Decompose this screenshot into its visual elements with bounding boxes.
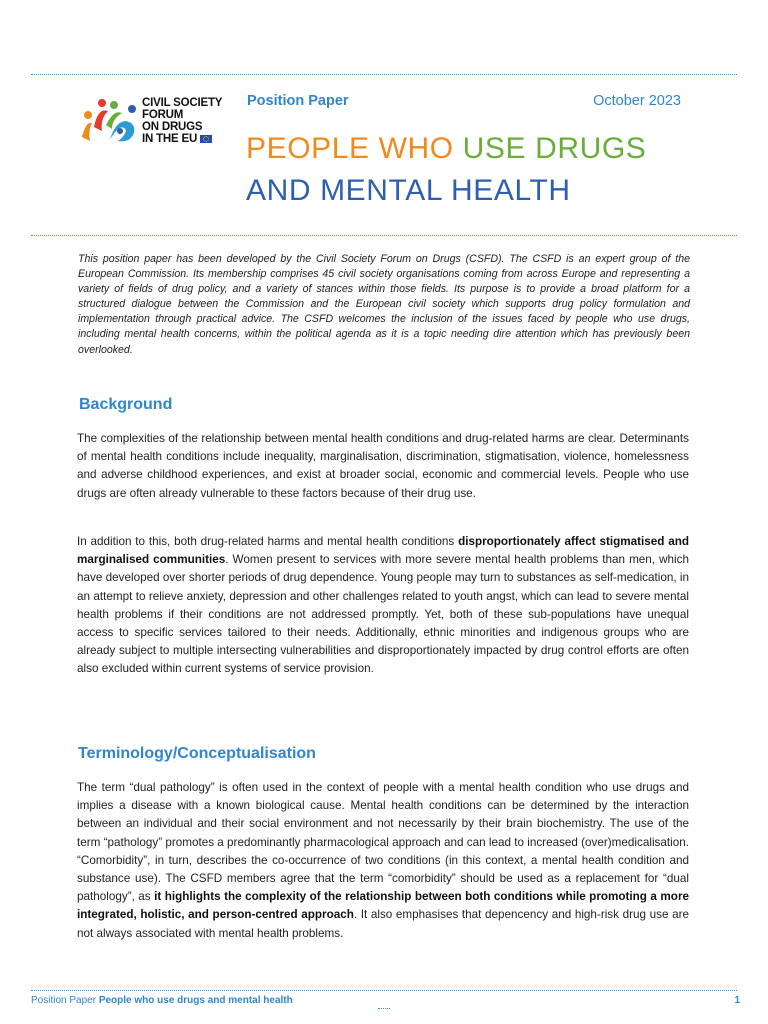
eu-flag-icon xyxy=(200,135,212,143)
publication-date: October 2023 xyxy=(593,93,681,109)
background-paragraph-1: The complexities of the relationship between mental health conditions and drug-related harms are clear. Determinants of mental health conditions include inequality, marginalisation, discrimination, stigmatisation, violence, homelessness and adverse childhood experiences, and exist at broader social, economic and commercial levels. People who use drugs are often already vulnerable to these factors because of their drug use. xyxy=(77,432,689,500)
emphasis-text: disproportionately affect stigmatised and marginalised communities xyxy=(77,535,689,567)
logo-text: CIVIL SOCIETY FORUM ON DRUGS IN THE EU xyxy=(142,97,223,145)
footer-dots xyxy=(378,1008,390,1009)
document-type-label: Position Paper xyxy=(247,93,349,109)
header-divider xyxy=(31,235,737,236)
logo-figures-icon xyxy=(80,97,140,145)
top-divider xyxy=(31,74,737,75)
page-title: PEOPLE WHO USE DRUGS AND MENTAL HEALTH xyxy=(246,132,647,207)
page-number: 1 xyxy=(734,995,740,1006)
terminology-paragraph: The term “dual pathology” is often used in the context of people with a mental health condition who use drugs and implies a disease with a known biological cause. Mental health conditions can be determined by the interaction between an individual and their social environment and not necessarily by their brain biochemistry. The use of the term “pathology” promotes a predominantly pharmacological approach and can lead to increased (over)medicalisation. “Comorbidity”, in turn, describes the co-occurrence of two conditions (in this context, a mental health condition and substance use). The CSFD members agree that the term “comorbidity” should be used as a replacement for “dual pathology”, as it highlights the complexity of the relationship between both conditions while promoting a more integrated, holistic, and person-centred approach. It also emphasises that depencency and high-risk drug use are not always associated with mental health problems. xyxy=(77,781,689,940)
terminology-heading: Terminology/Conceptualisation xyxy=(78,745,316,762)
emphasis-text: it highlights the complexity of the relationship between both conditions while promoting a more integrated, holistic, and person-centred approach xyxy=(77,890,689,922)
csfd-logo xyxy=(80,97,230,149)
background-heading: Background xyxy=(79,396,173,413)
footer-divider xyxy=(31,990,737,991)
footer-label: Position Paper People who use drugs and mental health xyxy=(31,995,293,1006)
intro-paragraph: This position paper has been developed by the Civil Society Forum on Drugs (CSFD). The CSFD is an expert group of the European Commission. Its membership comprises 45 civil society organisations coming from across Europe and representing a variety of fields of drug policy, and a variety of stances within those fields. Its purpose is to provide a broad platform for a structured dialogue between the Commission and the European civil society which supports drug policy formulation and implementation through practical advice. The CSFD welcomes the inclusion of the issues faced by people who use drugs, including mental health concerns, within the political agenda as it is a topic needing dire attention which has previously been overlooked. xyxy=(78,253,690,356)
background-paragraph-2: In addition to this, both drug-related harms and mental health conditions disproportionately affect stigmatised and marginalised communities. Women present to services with more severe mental health problems than men, which have developed over shorter periods of drug dependence. Young people may turn to substances as self-medication, in an attempt to relieve anxiety, depression and other challenges related to youth angst, which can lead to severe mental health problems if their conditions are not addressed promptly. Yet, both of these sub-populations have unequal access to specific services tailored to their needs. Additionally, ethnic minorities and indigenous groups who are already subject to multiple intersecting vulnerabilities and disproportionately impacted by drug control efforts are often also excluded within current systems of service provision. xyxy=(77,535,689,676)
